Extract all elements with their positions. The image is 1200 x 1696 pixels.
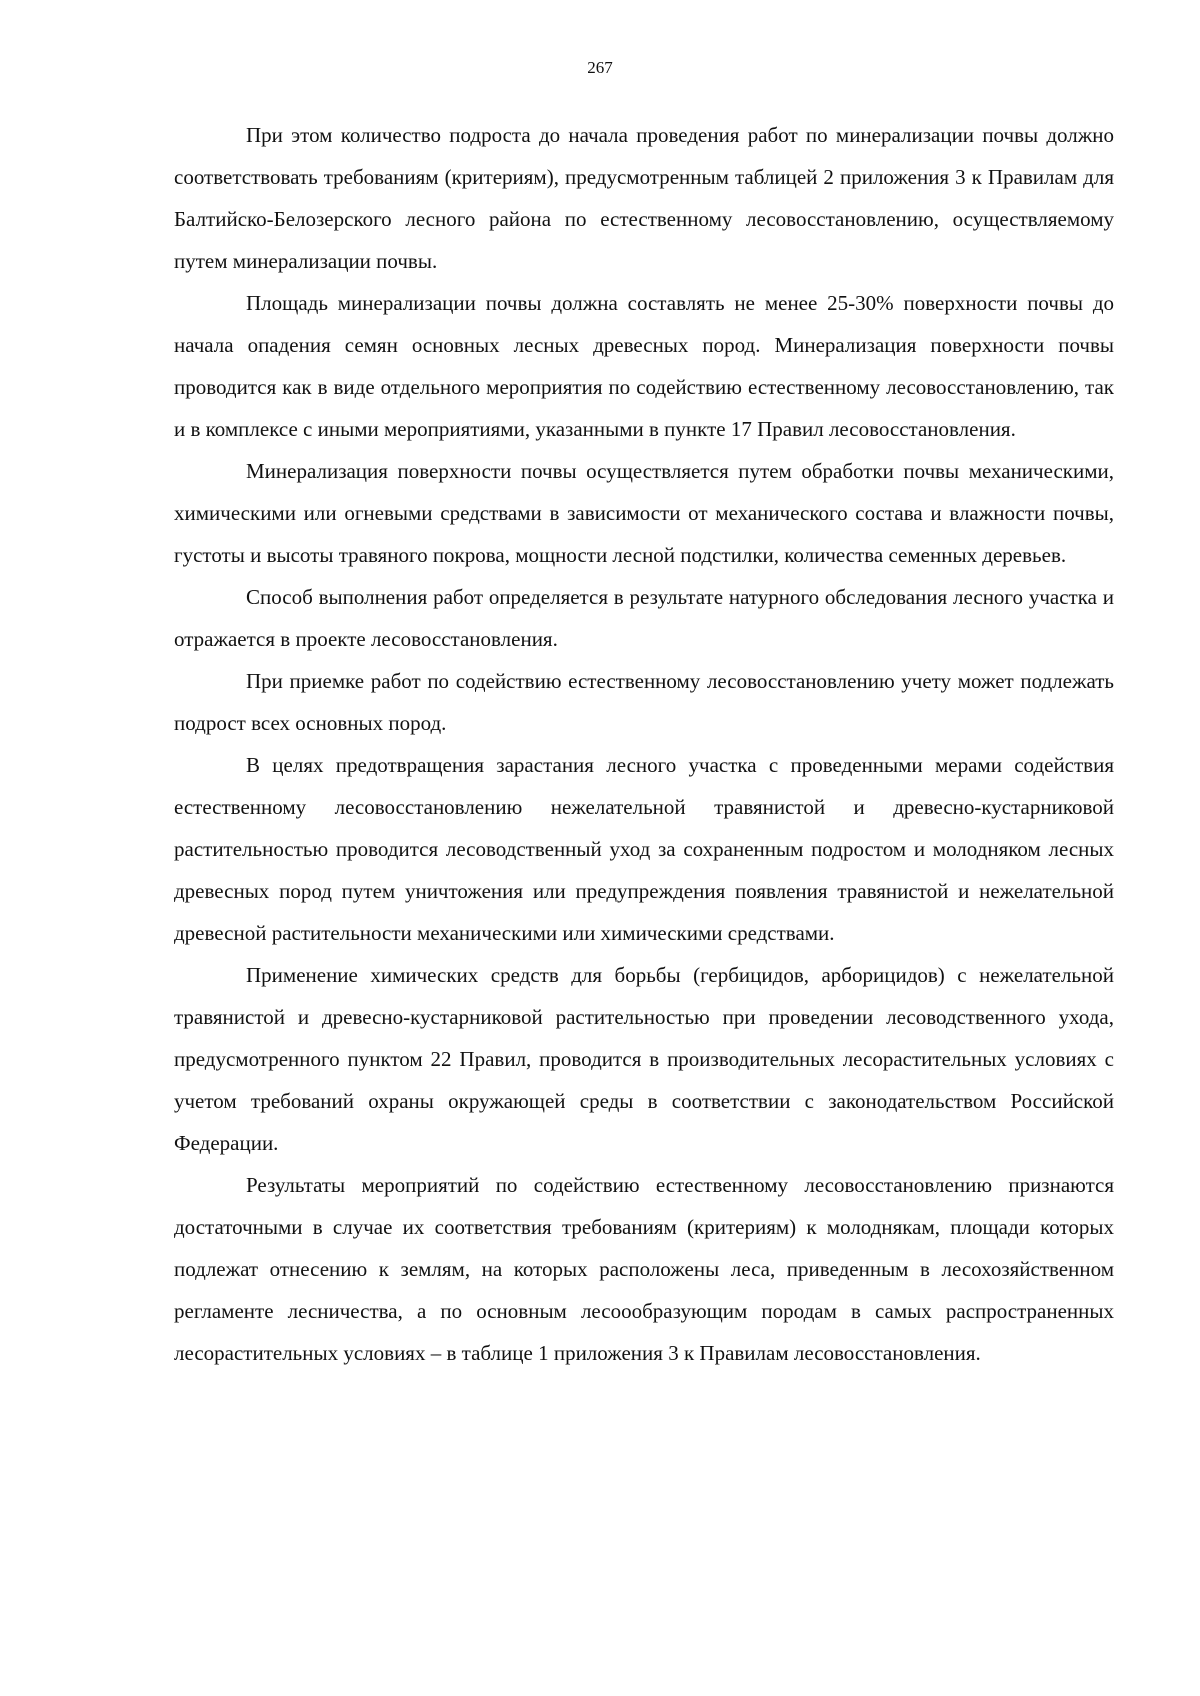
document-body xyxy=(174,114,1114,1374)
paragraph-2: Площадь минерализации почвы должна составлять не менее 25-30% поверхности почвы до начала опадения семян основных лесных древесных пород. Минерализация поверхности почвы проводится как в виде отдельного мероприятия по содействию естественному лесовосстановлению, так и в комплексе с иными мероприятиями, указанными в пункте 17 Правил лесовосстановления. xyxy=(174,291,1114,441)
paragraph-6: В целях предотвращения зарастания лесного участка с проведенными мерами содействия естественному лесовосстановлению нежелательной травянистой и древесно-кустарниковой растительностью проводится лесоводственный уход за сохраненным подростом и молодняком лесных древесных пород путем уничтожения или предупреждения появления травянистой и нежелательной древесной растительности механическими или химическими средствами. xyxy=(174,753,1114,945)
paragraph-5: При приемке работ по содействию естественному лесовосстановлению учету может подлежать подрост всех основных пород. xyxy=(174,669,1114,735)
paragraph-4: Способ выполнения работ определяется в результате натурного обследования лесного участка и отражается в проекте лесовосстановления. xyxy=(174,585,1114,651)
paragraph-8: Результаты мероприятий по содействию естественному лесовосстановлению признаются достаточными в случае их соответствия требованиям (критериям) к молоднякам, площади которых подлежат отнесению к землям, на которых расположены леса, приведенным в лесохозяйственном регламенте лесничества, а по основным лесоообразующим породам в самых распространенных лесорастительных условиях – в таблице 1 приложения 3 к Правилам лесовосстановления. xyxy=(174,1173,1114,1365)
paragraph-1: При этом количество подроста до начала проведения работ по минерализации почвы должно соответствовать требованиям (критериям), предусмотренным таблицей 2 приложения 3 к Правилам для Балтийско-Белозерского лесного района по естественному лесовосстановлению, осуществляемому путем минерализации почвы. xyxy=(174,123,1114,273)
page-number: 267 xyxy=(587,58,613,77)
paragraph-7: Применение химических средств для борьбы (гербицидов, арборицидов) с нежелательной травянистой и древесно-кустарниковой растительностью при проведении лесоводственного ухода, предусмотренного пунктом 22 Правил, проводится в производительных лесорастительных условиях с учетом требований охраны окружающей среды в соответствии с законодательством Российской Федерации. xyxy=(174,963,1114,1155)
paragraph-3: Минерализация поверхности почвы осуществляется путем обработки почвы механическими, химическими или огневыми средствами в зависимости от механического состава и влажности почвы, густоты и высоты травяного покрова, мощности лесной подстилки, количества семенных деревьев. xyxy=(174,459,1114,567)
